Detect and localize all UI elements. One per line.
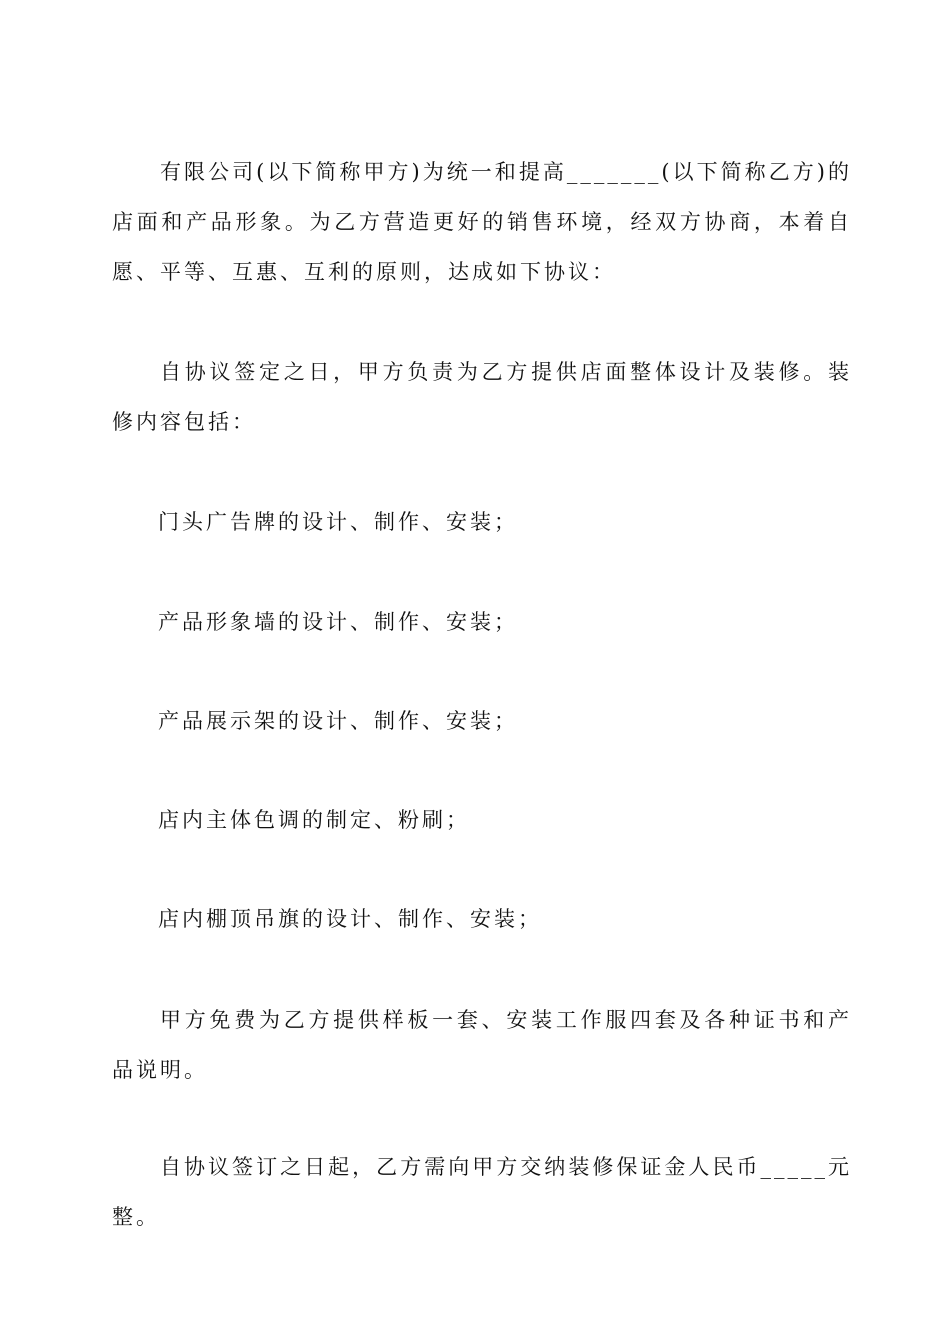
intro-paragraph: 有限公司(以下简称甲方)为统一和提高_______(以下简称乙方)的店面和产品形象。为乙方营造更好的销售环境，经双方协商，本着自愿、平等、互惠、互利的原则，达成如下协议： [112,160,852,284]
free-supply-paragraph: 甲方免费为乙方提供样板一套、安装工作服四套及各种证书和产品说明。 [112,1008,852,1082]
deposit-paragraph: 自协议签订之日起，乙方需向甲方交纳装修保证金人民币_____元整。 [112,1155,852,1229]
list-item: 店内主体色调的制定、粉刷； [158,808,470,832]
list-item: 产品展示架的设计、制作、安装； [158,709,518,733]
scope-paragraph: 自协议签定之日，甲方负责为乙方提供店面整体设计及装修。装修内容包括： [112,360,852,434]
list-item: 门头广告牌的设计、制作、安装； [158,510,518,534]
list-item: 产品形象墙的设计、制作、安装； [158,610,518,634]
list-item: 店内棚顶吊旗的设计、制作、安装； [158,907,542,931]
